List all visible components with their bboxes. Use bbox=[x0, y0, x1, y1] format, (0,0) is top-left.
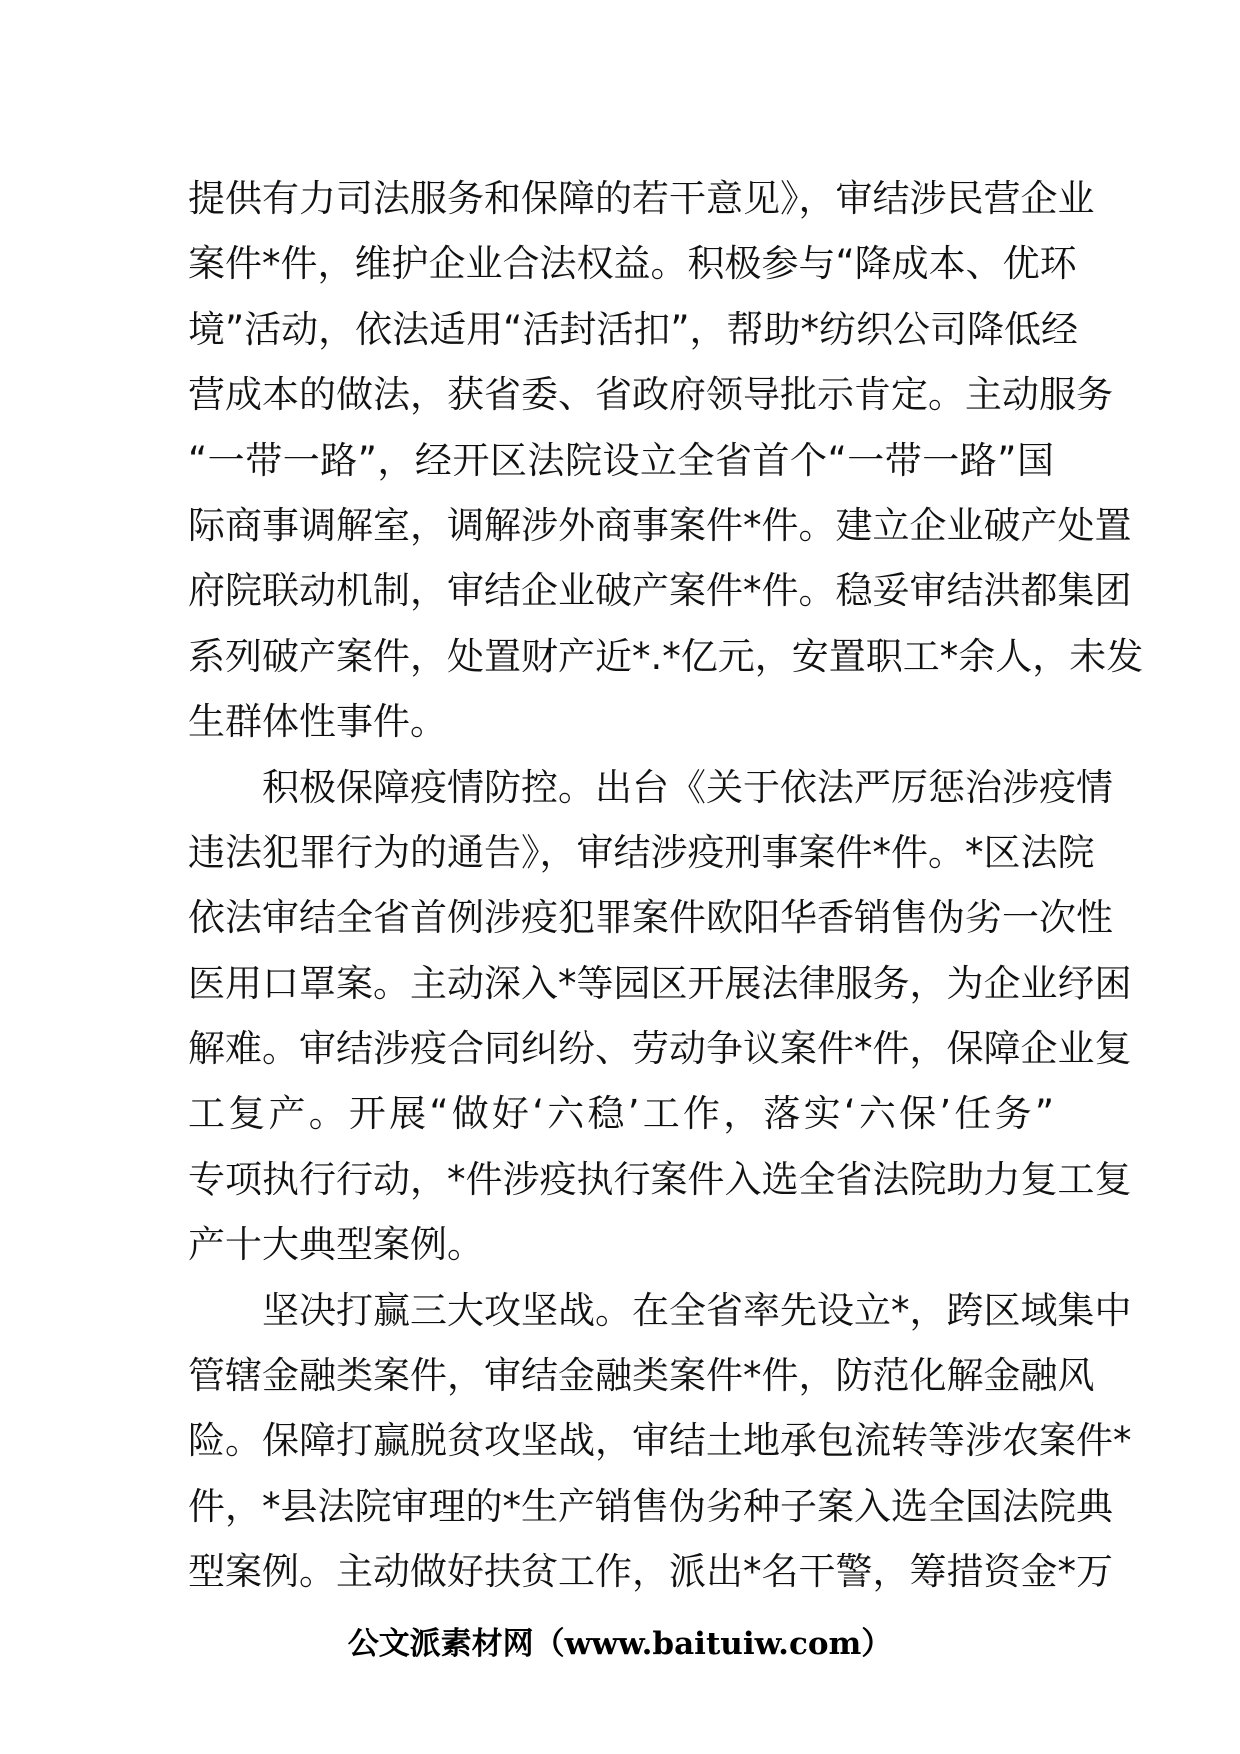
text-line: 府院联动机制，审结企业破产案件*件。稳妥审结洪都集团 bbox=[188, 569, 1132, 613]
document-body bbox=[188, 166, 1144, 1605]
text-line: 产十大典型案例。 bbox=[188, 1223, 484, 1267]
text-line: 境”活动，依法适用“活封活扣”，帮助*纺织公司降低经 bbox=[188, 307, 1079, 351]
text-line: 解难。审结涉疫合同纠纷、劳动争议案件*件，保障企业复 bbox=[188, 1027, 1132, 1071]
text-line: 积极保障疫情防控。出台《关于依法严厉惩治涉疫情 bbox=[262, 765, 1113, 809]
paragraph-3 bbox=[188, 1278, 1132, 1605]
text-line: 型案例。主动做好扶贫工作，派出*名干警，筹措资金*万 bbox=[188, 1550, 1113, 1594]
text-line: 际商事调解室，调解涉外商事案件*件。建立企业破产处置 bbox=[188, 503, 1132, 547]
text-line: 工复产。开展“做好‘六稳’工作，落实‘六保’任务” bbox=[188, 1092, 1054, 1136]
footer-watermark: 公文派素材网（www.baituiw.com） bbox=[347, 1626, 893, 1662]
text-line: 专项执行行动，*件涉疫执行案件入选全省法院助力复工复 bbox=[188, 1157, 1132, 1201]
text-line: 系列破产案件，处置财产近*.*亿元，安置职工*余人，未发 bbox=[188, 634, 1144, 678]
text-line: 坚决打赢三大攻坚战。在全省率先设立*，跨区域集中 bbox=[262, 1288, 1132, 1332]
paragraph-2 bbox=[188, 755, 1132, 1278]
text-line: 营成本的做法，获省委、省政府领导批示肯定。主动服务 bbox=[188, 373, 1113, 417]
paragraph-1 bbox=[188, 166, 1144, 755]
text-line: 险。保障打赢脱贫攻坚战，审结土地承包流转等涉农案件* bbox=[188, 1419, 1132, 1463]
text-line: 依法审结全省首例涉疫犯罪案件欧阳华香销售伪劣一次性 bbox=[188, 896, 1113, 940]
text-line: 件，*县法院审理的*生产销售伪劣种子案入选全国法院典 bbox=[188, 1484, 1113, 1528]
text-line: 违法犯罪行为的通告》，审结涉疫刑事案件*件。*区法院 bbox=[188, 830, 1095, 874]
text-line: 案件*件，维护企业合法权益。积极参与“降成本、优环 bbox=[188, 242, 1077, 286]
text-line: 医用口罩案。主动深入*等园区开展法律服务，为企业纾困 bbox=[188, 961, 1132, 1005]
text-line: 提供有力司法服务和保障的若干意见》，审结涉民营企业 bbox=[188, 177, 1095, 220]
text-line: 管辖金融类案件，审结金融类案件*件，防范化解金融风 bbox=[188, 1354, 1095, 1398]
text-line: “一带一路”，经开区法院设立全省首个“一带一路”国 bbox=[188, 438, 1054, 482]
text-line: 生群体性事件。 bbox=[188, 700, 447, 744]
